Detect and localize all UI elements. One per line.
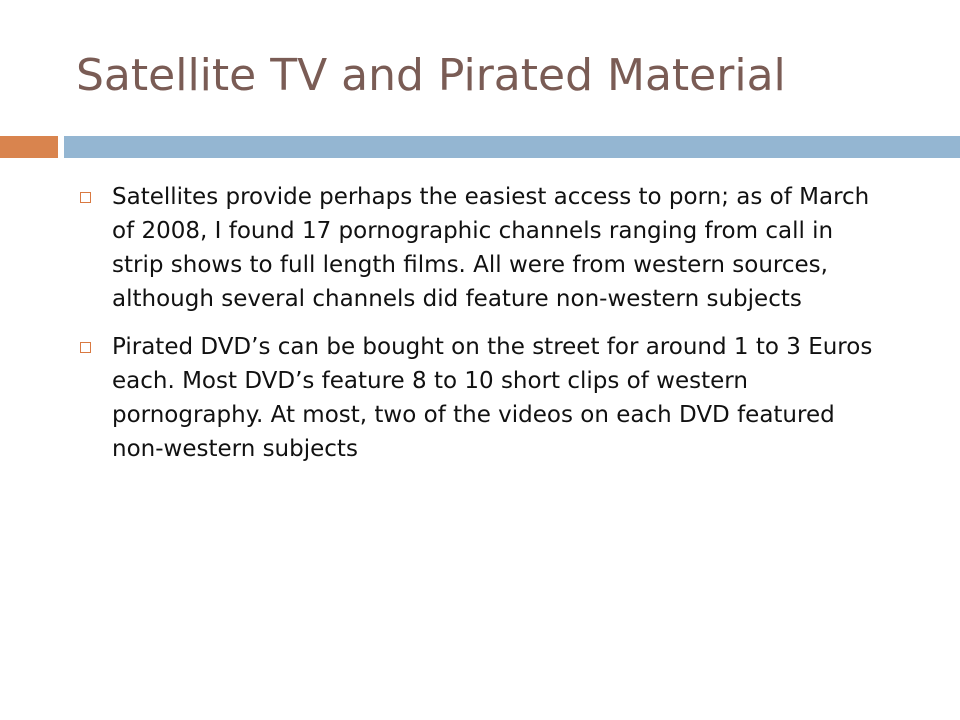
slide-title: Satellite TV and Pirated Material xyxy=(76,50,786,101)
hollow-square-bullet-icon xyxy=(80,342,91,353)
bullet-item xyxy=(76,180,876,316)
bullet-list xyxy=(76,180,876,480)
bullet-text: Pirated DVD’s can be bought on the street for around 1 to 3 Euros each. Most DVD’s feature 8 to 10 short clips of western pornography. At most, two of the videos on each DVD featured non-western subjects xyxy=(112,334,873,462)
hollow-square-bullet-icon xyxy=(80,192,91,203)
title-rule-bar xyxy=(64,136,960,158)
title-accent-bar xyxy=(0,136,58,158)
bullet-item xyxy=(76,330,876,466)
bullet-text: Satellites provide perhaps the easiest access to porn; as of March of 2008, I found 17 pornographic channels ranging from call in strip shows to full length films. All were from western sources, although several channels did feature non-western subjects xyxy=(112,184,870,312)
